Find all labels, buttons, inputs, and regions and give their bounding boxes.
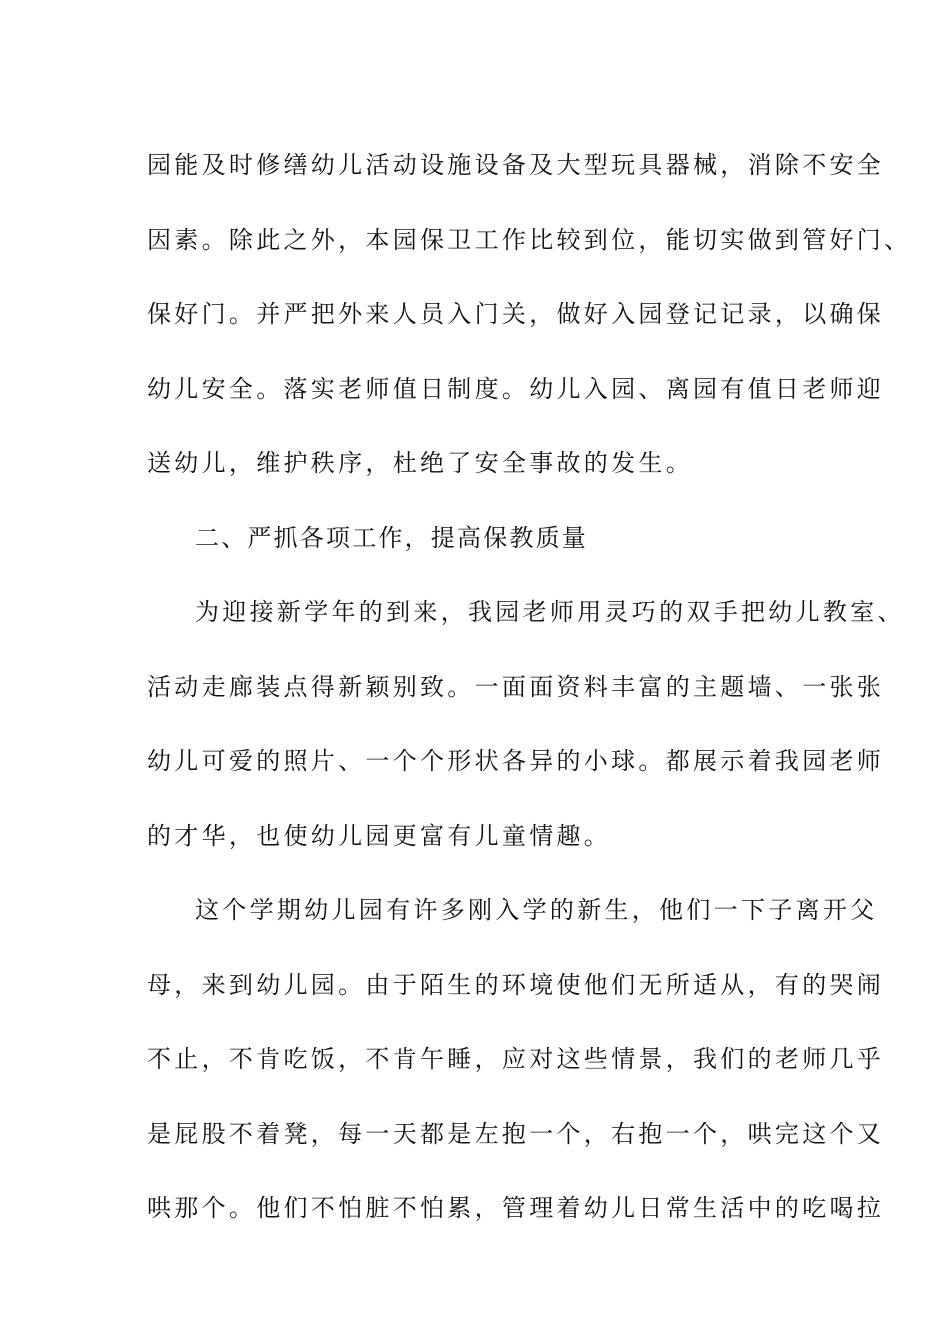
paragraph-line: 因素。除此之外，本园保卫工作比较到位，能切实做到管好门、	[147, 225, 912, 254]
section-heading: 二、严抓各项工作，提高保教质量	[195, 523, 588, 552]
paragraph-line: 的才华，也使幼儿园更富有儿童情趣。	[147, 821, 612, 850]
paragraph-line: 园能及时修缮幼儿活动设施设备及大型玩具器械，消除不安全	[147, 151, 885, 179]
paragraph-line: 这个学期幼儿园有许多刚入学的新生，他们一下子离开父	[195, 896, 878, 924]
paragraph-line: 为迎接新学年的到来，我园老师用灵巧的双手把幼儿教室、	[195, 598, 905, 626]
paragraph-line: 不止，不肯吃饭，不肯午睡，应对这些情景，我们的老师几乎	[147, 1045, 885, 1073]
paragraph-line: 幼儿安全。落实老师值日制度。幼儿入园、离园有值日老师迎	[147, 374, 885, 403]
paragraph-line: 母，来到幼儿园。由于陌生的环境使他们无所适从，有的哭闹	[147, 970, 885, 999]
paragraph-line: 保好门。并严把外来人员入门关，做好入园登记记录，以确保	[147, 300, 885, 328]
paragraph-line: 幼儿可爱的照片、一个个形状各异的小球。都展示着我园老师	[147, 747, 885, 775]
document-body	[147, 128, 912, 1246]
paragraph-line: 送幼儿，维护秩序，杜绝了安全事故的发生。	[147, 449, 693, 477]
paragraph-line: 是屁股不着凳，每一天都是左抱一个，右抱一个，哄完这个又	[147, 1119, 885, 1148]
paragraph-line: 活动走廊装点得新颖别致。一面面资料丰富的主题墙、一张张	[147, 672, 885, 701]
paragraph-line: 哄那个。他们不怕脏不怕累，管理着幼儿日常生活中的吃喝拉	[147, 1194, 885, 1222]
